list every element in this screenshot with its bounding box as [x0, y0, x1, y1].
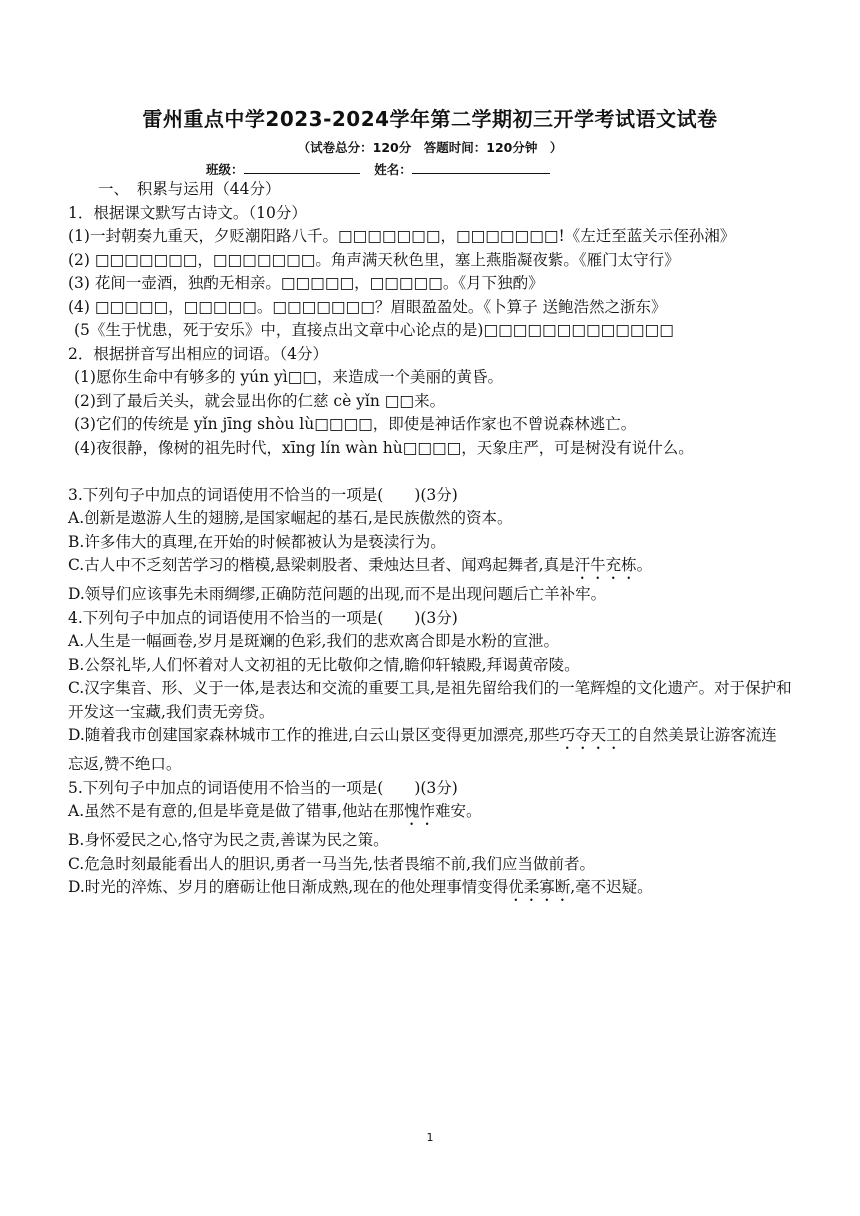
dotted-term: 愧怍 — [403, 802, 435, 820]
option-b: B.公祭礼毕,人们怀着对人文初祖的无比敬仰之情,瞻仰轩辕殿,拜谒黄帝陵。 — [68, 655, 580, 674]
dotted-term: 汗牛充栋 — [574, 556, 637, 574]
option-text: D.随着我市创建国家森林城市工作的推进,白云山景区变得更加漂亮,那些 — [68, 726, 560, 744]
option-text: A.虽然不是有意的,但是毕竟是做了错事,他站在那 — [68, 802, 404, 820]
page-title: 雷州重点中学2023-2024学年第二学期初三开学考试语文试卷 — [142, 107, 718, 131]
exam-info: （试卷总分：120分 答题时间：120分钟 ） — [297, 140, 563, 155]
option-text: 难安。 — [435, 802, 482, 820]
option-text: 的自然美景让游客流连忘返,赞不绝口。 — [68, 726, 777, 773]
question-item: (1)愿你生命中有够多的 yún yì□□，来造成一个美丽的黄昏。 — [74, 368, 504, 386]
question-title: 5.下列句子中加点的词语使用不恰当的一项是( )(3分) — [68, 778, 458, 797]
option-d — [68, 724, 792, 777]
option-text: 。 — [636, 556, 653, 574]
dotted-term: 优柔寡断 — [508, 878, 571, 896]
option-b: B.身怀爱民之心,恪守为民之责,善谋为民之策。 — [68, 831, 389, 849]
dotted-term: 巧夺天工 — [559, 726, 622, 744]
question-item: (3)它们的传统是 yǐn jīng shòu lù□□□□，即使是神话作家也不曾说森林逃亡。 — [74, 415, 637, 433]
question-title: 4.下列句子中加点的词语使用不恰当的一项是( )(3分) — [68, 608, 458, 627]
option-text: C.古人中不乏刻苦学习的楷模,悬梁刺股者、秉烛达旦者、闻鸡起舞者,真是 — [68, 556, 575, 574]
option-a — [68, 800, 792, 829]
student-info-line — [206, 160, 550, 178]
question-item: (2)到了最后关头，就会显出你的仁慈 cè yǐn □□来。 — [74, 391, 446, 410]
option-a: A.创新是遨游人生的翅膀,是国家崛起的基石,是民族傲然的资本。 — [68, 509, 513, 527]
question-item: (3) 花间一壶酒，独酌无相亲。□□□□□，□□□□□。《月下独酌》 — [68, 274, 544, 292]
page-number: 1 — [426, 1131, 434, 1144]
option-d: D.领导们应该事先未雨绸缪,正确防范问题的出现,而不是出现问题后亡羊补牢。 — [68, 585, 607, 603]
option-c: C.汉字集音、形、义于一体,是表达和交流的重要工具,是祖先留给我们的一笔辉煌的文化遗产。对于保护和开发这一宝藏,我们责无旁贷。 — [68, 679, 792, 721]
class-blank — [244, 161, 360, 174]
class-label: 班级： — [206, 162, 244, 177]
exam-content — [68, 178, 792, 905]
question-title: 2．根据拼音写出相应的词语。（4分） — [68, 344, 328, 363]
question-item: (5《生于忧患，死于安乐》中，直接点出文章中心论点的是)□□□□□□□□□□□□□ — [74, 321, 674, 339]
section-heading: 一、 积累与运用（44分） — [98, 180, 281, 198]
option-c: C.危急时刻最能看出人的胆识,勇者一马当先,怯者畏缩不前,我们应当做前者。 — [68, 854, 596, 873]
option-b: B.许多伟大的真理,在开始的时候都被认为是亵渎行为。 — [68, 532, 446, 551]
option-c — [68, 554, 792, 583]
question-item: (1)一封朝奏九重天，夕贬潮阳路八千。□□□□□□□，□□□□□□□!《左迁至蓝关示侄孙湘》 — [68, 227, 736, 245]
option-a: A.人生是一幅画卷,岁月是斑斓的色彩,我们的悲欢离合即是水粉的宣泄。 — [68, 632, 559, 650]
option-text: ,毫不迟疑。 — [570, 878, 653, 896]
name-label: 姓名： — [374, 162, 412, 177]
question-title: 1．根据课文默写古诗文。（10分） — [68, 203, 307, 222]
name-blank — [412, 161, 550, 174]
question-item: (2) □□□□□□□，□□□□□□□。角声满天秋色里，塞上燕脂凝夜紫。《雁门太守行》 — [68, 250, 680, 269]
option-text: D.时光的淬炼、岁月的磨砺让他日渐成熟,现在的他处理事情变得 — [68, 878, 509, 896]
question-item: (4)夜很静，像树的祖先时代，xīng lín wàn hù□□□□，天象庄严，可是树没有说什么。 — [74, 438, 694, 457]
question-title: 3.下列句子中加点的词语使用不恰当的一项是( )(3分) — [68, 485, 458, 504]
question-item: (4) □□□□□，□□□□□。□□□□□□□？眉眼盈盈处。《卜算子 送鲍浩然之浙东》 — [68, 297, 667, 316]
option-d — [68, 876, 792, 905]
